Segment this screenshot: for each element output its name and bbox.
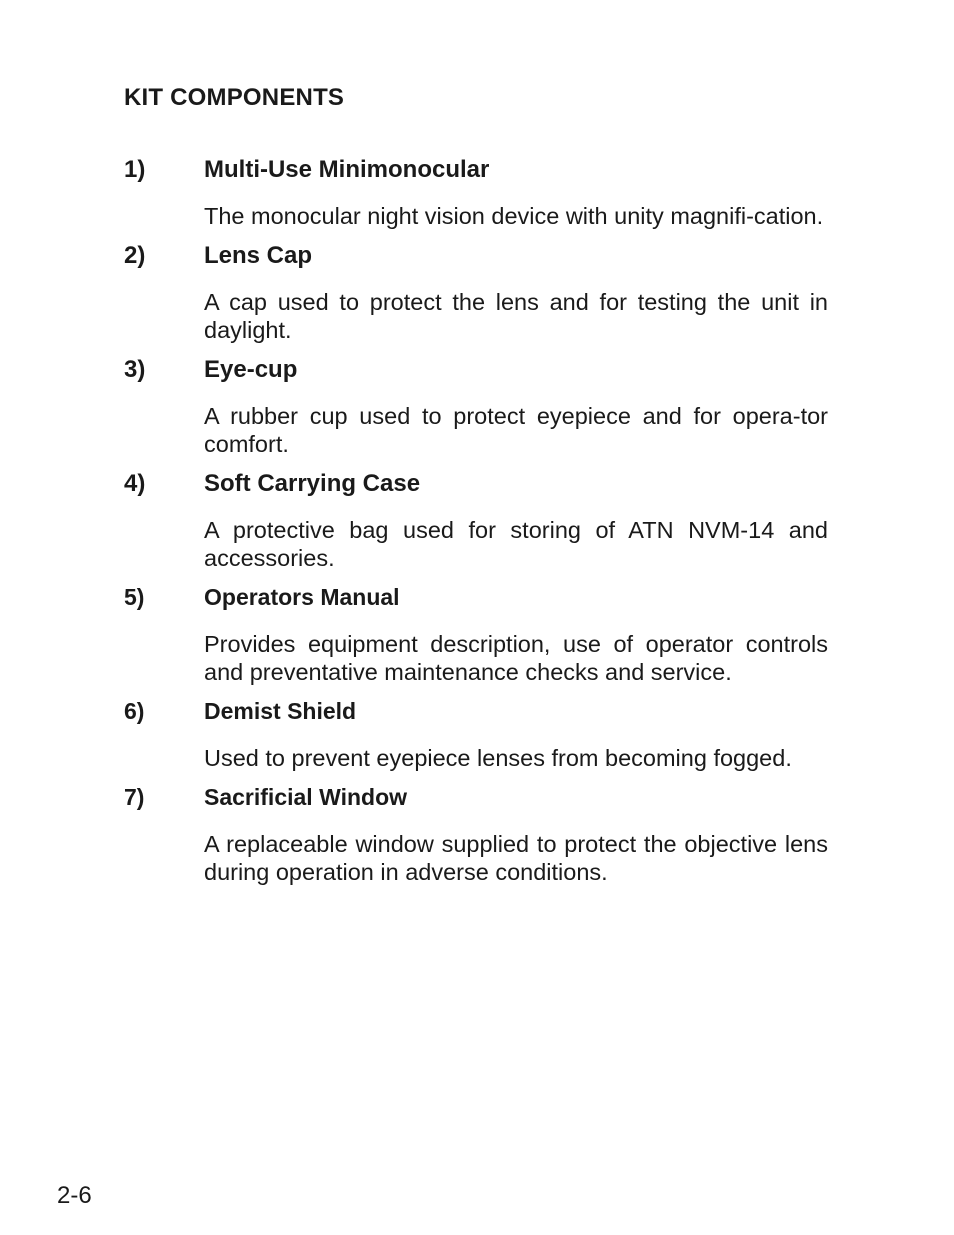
- kit-components-list: [124, 156, 828, 886]
- item-description: A protective bag used for storing of ATN NVM-14 and accessories.: [204, 517, 828, 571]
- item-number: 4): [124, 470, 146, 497]
- item-description: Provides equipment description, use of operator controls and preventative maintenance checks and service.: [204, 631, 828, 685]
- item-description: Used to prevent eyepiece lenses from becoming fogged.: [204, 745, 792, 771]
- item-description: A replaceable window supplied to protect the objective lens during operation in adverse conditions.: [204, 831, 828, 885]
- item-name: Operators Manual: [204, 584, 400, 610]
- item-name: Lens Cap: [204, 242, 313, 269]
- page-number: 2-6: [57, 1182, 92, 1209]
- list-item: [124, 584, 828, 686]
- item-number: 5): [124, 584, 145, 610]
- list-item: [124, 156, 828, 230]
- list-item: [124, 784, 828, 886]
- item-number: 2): [124, 242, 146, 269]
- item-number: 6): [124, 698, 145, 724]
- item-name: Multi-Use Minimonocular: [204, 156, 490, 183]
- item-number: 7): [124, 784, 145, 810]
- page-title: KIT COMPONENTS: [124, 84, 345, 111]
- item-description: A rubber cup used to protect eyepiece and for opera-tor comfort.: [204, 403, 828, 457]
- list-item: [124, 470, 828, 572]
- item-description: A cap used to protect the lens and for testing the unit in daylight.: [204, 289, 828, 343]
- item-description: The monocular night vision device with unity magnifi-cation.: [204, 203, 824, 229]
- item-name: Demist Shield: [204, 698, 357, 724]
- item-name: Soft Carrying Case: [204, 470, 421, 497]
- item-name: Sacrificial Window: [204, 784, 408, 810]
- item-name: Eye-cup: [204, 356, 298, 383]
- item-number: 3): [124, 356, 146, 383]
- list-item: [124, 242, 828, 344]
- item-number: 1): [124, 156, 146, 183]
- list-item: [124, 356, 828, 458]
- list-item: [124, 698, 828, 772]
